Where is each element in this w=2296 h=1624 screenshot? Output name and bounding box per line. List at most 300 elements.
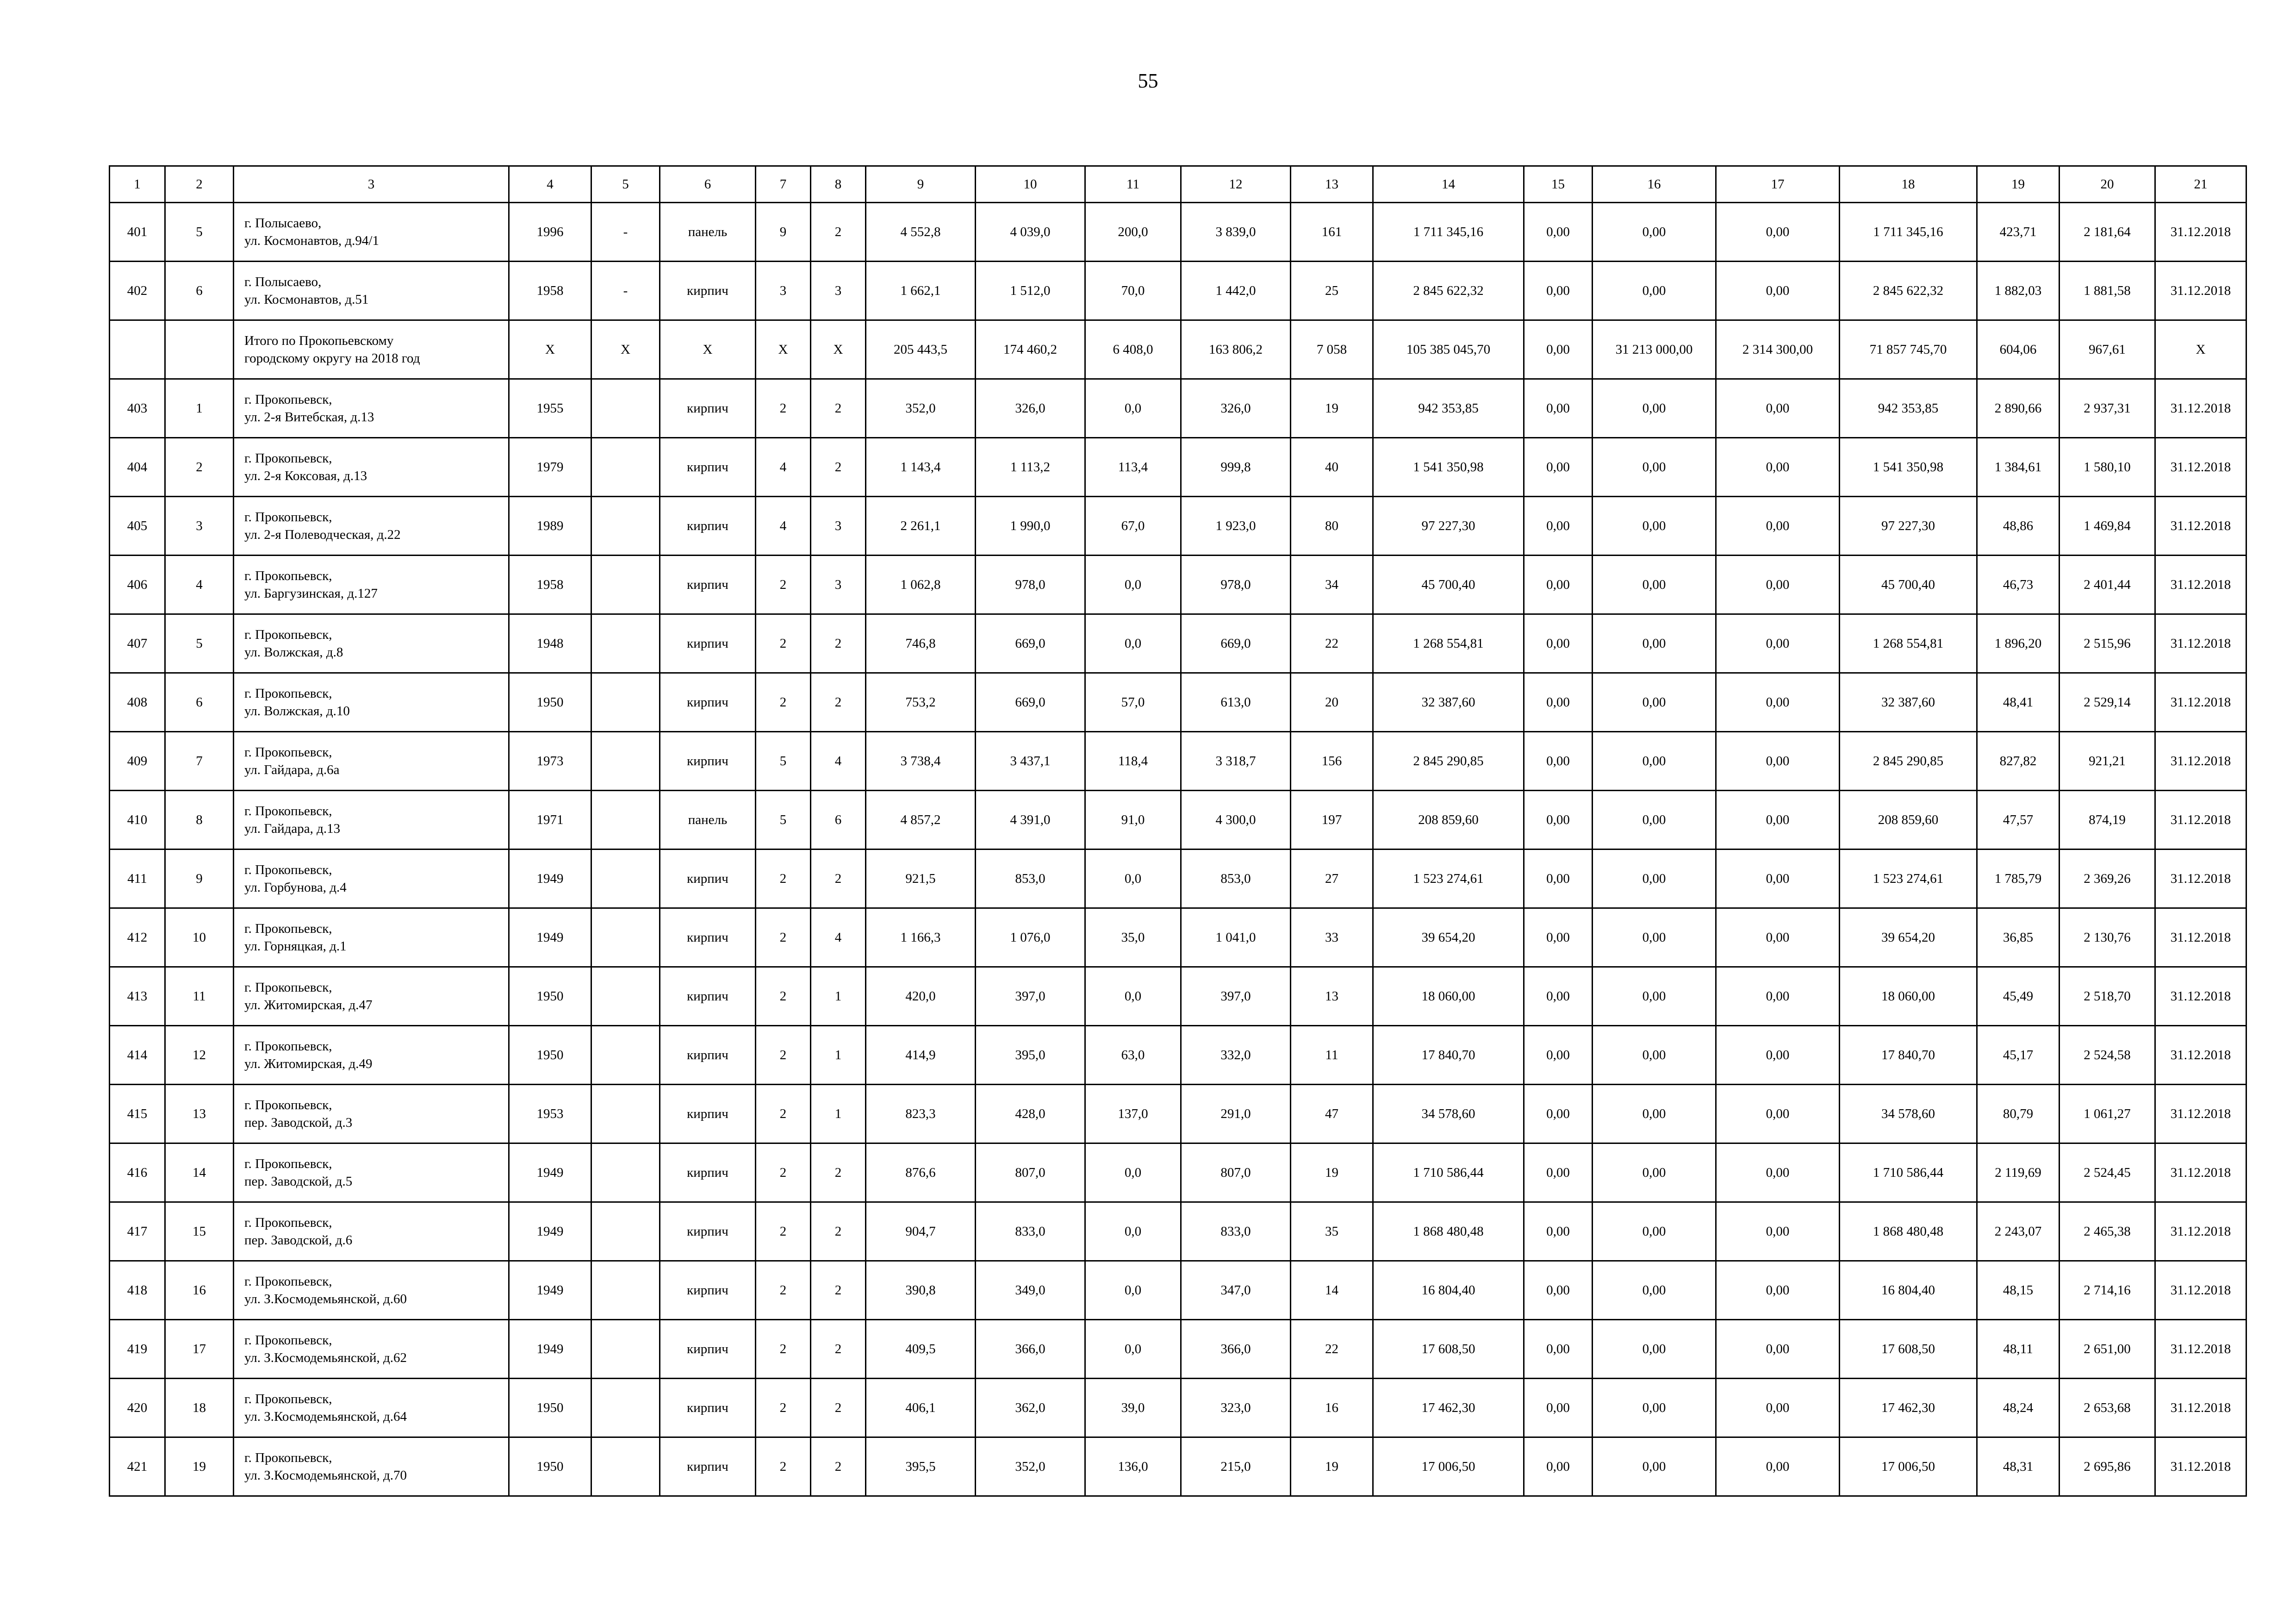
column-header: 21 <box>2155 166 2246 203</box>
table-cell: 2 518,70 <box>2060 967 2155 1026</box>
table-cell: 414,9 <box>866 1026 976 1085</box>
table-cell: 2 261,1 <box>866 497 976 556</box>
table-cell: 48,31 <box>1977 1437 2060 1496</box>
table-cell: 1 541 350,98 <box>1840 438 1977 497</box>
table-cell <box>165 320 234 379</box>
table-header <box>110 166 2246 203</box>
table-cell: 0,00 <box>1716 379 1840 438</box>
table-cell: 17 462,30 <box>1840 1379 1977 1437</box>
table-cell <box>591 1261 660 1320</box>
table-cell: кирпич <box>660 1085 756 1143</box>
table-cell: кирпич <box>660 379 756 438</box>
table-cell: 9 <box>165 849 234 908</box>
table-cell: 2 <box>756 556 811 614</box>
table-cell: 921,21 <box>2060 732 2155 791</box>
table-cell: 19 <box>1291 1143 1373 1202</box>
address-line: ул. 2-я Полеводческая, д.22 <box>244 527 401 542</box>
table-cell: 0,00 <box>1716 203 1840 262</box>
table-cell: 0,00 <box>1593 1379 1716 1437</box>
table-cell: 1950 <box>509 1379 591 1437</box>
table-cell: 0,00 <box>1593 849 1716 908</box>
table-cell: 1 990,0 <box>976 497 1085 556</box>
address-line: ул. З.Космодемьянской, д.60 <box>244 1292 407 1306</box>
table-cell: 409 <box>110 732 165 791</box>
table-cell: 4 <box>811 908 866 967</box>
table-cell: 45,49 <box>1977 967 2060 1026</box>
table-cell: 1 061,27 <box>2060 1085 2155 1143</box>
table-row <box>110 262 2246 320</box>
address-cell <box>234 1026 509 1085</box>
table-cell: 921,5 <box>866 849 976 908</box>
table-cell: 32 387,60 <box>1840 673 1977 732</box>
address-line: ул. Гайдара, д.6а <box>244 762 340 777</box>
table-cell: 0,00 <box>1716 556 1840 614</box>
table-cell: 16 <box>1291 1379 1373 1437</box>
address-line: г. Прокопьевск, <box>244 392 332 407</box>
table-cell: 3 437,1 <box>976 732 1085 791</box>
table-cell: 0,0 <box>1085 1143 1181 1202</box>
table-cell: 31.12.2018 <box>2155 967 2246 1026</box>
table-cell: 3 <box>811 497 866 556</box>
table-cell: 0,00 <box>1593 1261 1716 1320</box>
table-cell: 91,0 <box>1085 791 1181 849</box>
table-cell: 48,11 <box>1977 1320 2060 1379</box>
table-cell: 2 845 290,85 <box>1840 732 1977 791</box>
column-header: 18 <box>1840 166 1977 203</box>
table-cell: X <box>811 320 866 379</box>
table-cell: 34 578,60 <box>1373 1085 1524 1143</box>
table-cell: 833,0 <box>1181 1202 1291 1261</box>
column-header: 6 <box>660 166 756 203</box>
table-cell <box>591 732 660 791</box>
table-cell: 200,0 <box>1085 203 1181 262</box>
address-line: ул. З.Космодемьянской, д.62 <box>244 1350 407 1365</box>
table-cell: 3 318,7 <box>1181 732 1291 791</box>
table-cell: 35,0 <box>1085 908 1181 967</box>
column-header: 14 <box>1373 166 1524 203</box>
address-line: г. Прокопьевск, <box>244 921 332 936</box>
table-cell <box>591 791 660 849</box>
table-cell: 1949 <box>509 1143 591 1202</box>
table-cell: 0,00 <box>1716 497 1840 556</box>
table-cell: 0,00 <box>1716 732 1840 791</box>
table-cell <box>591 967 660 1026</box>
table-cell: 1 268 554,81 <box>1373 614 1524 673</box>
table-cell <box>110 320 165 379</box>
column-header: 2 <box>165 166 234 203</box>
table-cell: 17 608,50 <box>1840 1320 1977 1379</box>
table-cell: 978,0 <box>976 556 1085 614</box>
table-cell: 31.12.2018 <box>2155 262 2246 320</box>
table-cell: 291,0 <box>1181 1085 1291 1143</box>
address-cell <box>234 438 509 497</box>
table-cell: 1971 <box>509 791 591 849</box>
table-cell: 4 039,0 <box>976 203 1085 262</box>
table-cell: 18 060,00 <box>1840 967 1977 1026</box>
address-cell <box>234 1143 509 1202</box>
table-cell: 349,0 <box>976 1261 1085 1320</box>
table-cell: 1 710 586,44 <box>1840 1143 1977 1202</box>
table-cell: 34 578,60 <box>1840 1085 1977 1143</box>
table-cell: X <box>2155 320 2246 379</box>
table-cell: 45,17 <box>1977 1026 2060 1085</box>
table-cell: 11 <box>1291 1026 1373 1085</box>
table-cell: 2 <box>811 1320 866 1379</box>
table-cell: кирпич <box>660 1379 756 1437</box>
table-cell: 97 227,30 <box>1373 497 1524 556</box>
table-cell: 47,57 <box>1977 791 2060 849</box>
table-cell: 3 <box>811 556 866 614</box>
table-cell: 1 868 480,48 <box>1373 1202 1524 1261</box>
table-cell: 1948 <box>509 614 591 673</box>
table-cell: 16 804,40 <box>1373 1261 1524 1320</box>
table-cell: 395,5 <box>866 1437 976 1496</box>
address-line: г. Прокопьевск, <box>244 627 332 642</box>
table-cell: 47 <box>1291 1085 1373 1143</box>
table-cell: 4 857,2 <box>866 791 976 849</box>
table-cell: 22 <box>1291 1320 1373 1379</box>
table-cell: 999,8 <box>1181 438 1291 497</box>
table-cell: 17 006,50 <box>1373 1437 1524 1496</box>
table-cell: 2 <box>811 1143 866 1202</box>
table-cell: кирпич <box>660 497 756 556</box>
table-cell: 395,0 <box>976 1026 1085 1085</box>
table-row <box>110 849 2246 908</box>
table-cell: 669,0 <box>1181 614 1291 673</box>
table-cell: 0,00 <box>1524 908 1593 967</box>
table-cell: 31.12.2018 <box>2155 379 2246 438</box>
table-cell: 6 <box>165 673 234 732</box>
table-cell: 2 651,00 <box>2060 1320 2155 1379</box>
table-cell: 874,19 <box>2060 791 2155 849</box>
table-cell: 876,6 <box>866 1143 976 1202</box>
address-line: ул. Волжская, д.8 <box>244 645 343 660</box>
table-cell: 0,00 <box>1524 1320 1593 1379</box>
table-cell: 8 <box>165 791 234 849</box>
table-cell: 833,0 <box>976 1202 1085 1261</box>
table-cell: 31.12.2018 <box>2155 1320 2246 1379</box>
table-cell: 205 443,5 <box>866 320 976 379</box>
table-cell: 57,0 <box>1085 673 1181 732</box>
table-cell: 2 524,45 <box>2060 1143 2155 1202</box>
table-cell: 2 890,66 <box>1977 379 2060 438</box>
table-cell: 16 <box>165 1261 234 1320</box>
table-cell: кирпич <box>660 556 756 614</box>
table-cell: 1 442,0 <box>1181 262 1291 320</box>
address-cell <box>234 1437 509 1496</box>
table-cell: 0,0 <box>1085 849 1181 908</box>
table-cell: 352,0 <box>976 1437 1085 1496</box>
table-cell: X <box>756 320 811 379</box>
address-line: ул. Житомирская, д.49 <box>244 1056 373 1071</box>
table-cell: 2 <box>756 1261 811 1320</box>
address-line: ул. Волжская, д.10 <box>244 704 350 718</box>
table-cell: кирпич <box>660 1202 756 1261</box>
table-row <box>110 1320 2246 1379</box>
column-header: 11 <box>1085 166 1181 203</box>
table-cell: 0,0 <box>1085 556 1181 614</box>
table-cell: 0,00 <box>1716 614 1840 673</box>
column-header: 3 <box>234 166 509 203</box>
table-cell: 4 552,8 <box>866 203 976 262</box>
address-cell <box>234 203 509 262</box>
table-cell: 3 <box>811 262 866 320</box>
address-line: ул. 2-я Витебская, д.13 <box>244 410 374 425</box>
table-row <box>110 908 2246 967</box>
table-cell: 0,00 <box>1524 967 1593 1026</box>
table-cell: 1 143,4 <box>866 438 976 497</box>
table-cell: 746,8 <box>866 614 976 673</box>
table-cell: 0,00 <box>1524 262 1593 320</box>
table-cell: 403 <box>110 379 165 438</box>
table-cell: 1 523 274,61 <box>1373 849 1524 908</box>
address-line: г. Полысаево, <box>244 275 322 289</box>
table-cell: 2 524,58 <box>2060 1026 2155 1085</box>
table-cell: 4 <box>811 732 866 791</box>
table-cell: 4 391,0 <box>976 791 1085 849</box>
table-cell: 19 <box>1291 379 1373 438</box>
table-cell: 215,0 <box>1181 1437 1291 1496</box>
table-cell: 407 <box>110 614 165 673</box>
table-cell: 6 <box>165 262 234 320</box>
address-line: г. Прокопьевск, <box>244 862 332 877</box>
table-cell <box>591 849 660 908</box>
table-cell: 6 408,0 <box>1085 320 1181 379</box>
table-row <box>110 967 2246 1026</box>
table-cell: 2 <box>811 673 866 732</box>
table-cell: 5 <box>756 732 811 791</box>
table-cell: 411 <box>110 849 165 908</box>
table-cell: 0,00 <box>1716 908 1840 967</box>
table-cell: 80,79 <box>1977 1085 2060 1143</box>
column-header: 4 <box>509 166 591 203</box>
table-cell: 807,0 <box>1181 1143 1291 1202</box>
table-cell: 1949 <box>509 849 591 908</box>
table-cell: 1 923,0 <box>1181 497 1291 556</box>
table-cell: 31.12.2018 <box>2155 1143 2246 1202</box>
table-cell: 904,7 <box>866 1202 976 1261</box>
table-cell: 2 314 300,00 <box>1716 320 1840 379</box>
address-line: ул. Космонавтов, д.94/1 <box>244 233 379 248</box>
table-cell: 0,00 <box>1593 262 1716 320</box>
table-cell: 0,00 <box>1524 1026 1593 1085</box>
table-body <box>110 203 2246 1496</box>
table-cell: 347,0 <box>1181 1261 1291 1320</box>
table-cell: панель <box>660 203 756 262</box>
table-cell: 39 654,20 <box>1373 908 1524 967</box>
address-cell <box>234 379 509 438</box>
table-cell: 1 541 350,98 <box>1373 438 1524 497</box>
table-cell: 417 <box>110 1202 165 1261</box>
table-row <box>110 203 2246 262</box>
table-cell: 18 <box>165 1379 234 1437</box>
table-cell: 397,0 <box>1181 967 1291 1026</box>
column-header: 12 <box>1181 166 1291 203</box>
table-cell: 420 <box>110 1379 165 1437</box>
table-cell: 31.12.2018 <box>2155 556 2246 614</box>
address-cell <box>234 497 509 556</box>
table-cell: 1 166,3 <box>866 908 976 967</box>
table-cell: - <box>591 203 660 262</box>
address-cell <box>234 673 509 732</box>
table-cell: 0,00 <box>1524 320 1593 379</box>
table-cell: 13 <box>165 1085 234 1143</box>
table-cell: 11 <box>165 967 234 1026</box>
address-line: Итого по Прокопьевскому <box>244 333 394 348</box>
address-line: ул. Баргузинская, д.127 <box>244 586 378 601</box>
table-row <box>110 614 2246 673</box>
table-cell <box>591 497 660 556</box>
address-line: ул. Космонавтов, д.51 <box>244 292 369 307</box>
table-cell: 17 006,50 <box>1840 1437 1977 1496</box>
table-cell: 80 <box>1291 497 1373 556</box>
table-cell: 31.12.2018 <box>2155 908 2246 967</box>
table-cell: 48,41 <box>1977 673 2060 732</box>
table-cell: 105 385 045,70 <box>1373 320 1524 379</box>
table-cell: 2 <box>756 673 811 732</box>
table-cell: 408 <box>110 673 165 732</box>
table-cell: 2 <box>165 438 234 497</box>
table-cell: 31.12.2018 <box>2155 1379 2246 1437</box>
table-cell: 113,4 <box>1085 438 1181 497</box>
table-cell: 1 062,8 <box>866 556 976 614</box>
table-cell: 2 119,69 <box>1977 1143 2060 1202</box>
column-header: 9 <box>866 166 976 203</box>
table-cell: 31.12.2018 <box>2155 1085 2246 1143</box>
table-cell: 20 <box>1291 673 1373 732</box>
table-cell: 419 <box>110 1320 165 1379</box>
table-cell: 366,0 <box>976 1320 1085 1379</box>
table-cell: 97 227,30 <box>1840 497 1977 556</box>
table-cell: 0,00 <box>1593 1026 1716 1085</box>
address-line: г. Прокопьевск, <box>244 568 332 583</box>
table-cell: 7 <box>165 732 234 791</box>
table-cell: 0,00 <box>1524 203 1593 262</box>
table-cell: 1 881,58 <box>2060 262 2155 320</box>
table-cell: 2 <box>756 1143 811 1202</box>
table-cell: 156 <box>1291 732 1373 791</box>
table-cell: 31.12.2018 <box>2155 438 2246 497</box>
table-cell: 0,00 <box>1716 1026 1840 1085</box>
table-cell: 4 300,0 <box>1181 791 1291 849</box>
table-cell: 2 <box>811 614 866 673</box>
address-cell <box>234 614 509 673</box>
table-cell: 14 <box>165 1143 234 1202</box>
table-cell: 2 465,38 <box>2060 1202 2155 1261</box>
table-row <box>110 1202 2246 1261</box>
address-cell <box>234 320 509 379</box>
table-cell: 1949 <box>509 1202 591 1261</box>
table-cell: 17 840,70 <box>1840 1026 1977 1085</box>
table-cell: кирпич <box>660 614 756 673</box>
table-cell: 409,5 <box>866 1320 976 1379</box>
table-cell: 2 937,31 <box>2060 379 2155 438</box>
table-cell: 362,0 <box>976 1379 1085 1437</box>
table-cell: 197 <box>1291 791 1373 849</box>
table-cell: 2 <box>811 1261 866 1320</box>
table-cell: 2 845 622,32 <box>1373 262 1524 320</box>
table-cell: 2 <box>811 1437 866 1496</box>
table-cell: 1 <box>165 379 234 438</box>
table-cell: 208 859,60 <box>1373 791 1524 849</box>
address-line: г. Прокопьевск, <box>244 1274 332 1289</box>
table-cell: 0,00 <box>1524 1085 1593 1143</box>
table-row <box>110 1379 2246 1437</box>
table-cell: 421 <box>110 1437 165 1496</box>
table-row <box>110 497 2246 556</box>
table-cell: 36,85 <box>1977 908 2060 967</box>
table-row <box>110 379 2246 438</box>
table-cell: 31.12.2018 <box>2155 732 2246 791</box>
table-cell: 0,0 <box>1085 1202 1181 1261</box>
address-line: г. Полысаево, <box>244 216 322 231</box>
table-cell <box>591 1437 660 1496</box>
table-row <box>110 556 2246 614</box>
address-cell <box>234 967 509 1026</box>
address-cell <box>234 262 509 320</box>
table-cell: 0,00 <box>1593 497 1716 556</box>
table-cell: 39,0 <box>1085 1379 1181 1437</box>
table-row <box>110 438 2246 497</box>
page-number: 55 <box>1138 69 1158 92</box>
table-cell: 10 <box>165 908 234 967</box>
table-cell: 418 <box>110 1261 165 1320</box>
table-cell: 4 <box>756 438 811 497</box>
table-cell <box>591 438 660 497</box>
table-cell: 853,0 <box>976 849 1085 908</box>
table-cell: 428,0 <box>976 1085 1085 1143</box>
table-cell: 420,0 <box>866 967 976 1026</box>
table-cell: 32 387,60 <box>1373 673 1524 732</box>
table-cell: 1 076,0 <box>976 908 1085 967</box>
table-cell: 2 653,68 <box>2060 1379 2155 1437</box>
table-cell: X <box>509 320 591 379</box>
table-cell: 0,00 <box>1593 673 1716 732</box>
table-cell: 604,06 <box>1977 320 2060 379</box>
table-cell: 326,0 <box>1181 379 1291 438</box>
table-cell: кирпич <box>660 732 756 791</box>
table-cell: 0,00 <box>1593 438 1716 497</box>
table-cell: 2 <box>756 1437 811 1496</box>
address-cell <box>234 1261 509 1320</box>
table-cell: 31.12.2018 <box>2155 849 2246 908</box>
table-cell: 31.12.2018 <box>2155 1437 2246 1496</box>
table-cell: 0,00 <box>1716 438 1840 497</box>
table-cell: 1958 <box>509 262 591 320</box>
table-cell: X <box>660 320 756 379</box>
table-cell: 0,00 <box>1593 1320 1716 1379</box>
table-cell: 326,0 <box>976 379 1085 438</box>
table-cell: 413 <box>110 967 165 1026</box>
address-line: пер. Заводской, д.3 <box>244 1115 353 1130</box>
table-cell: 22 <box>1291 614 1373 673</box>
table-cell: 0,00 <box>1593 379 1716 438</box>
table-cell: 0,00 <box>1524 438 1593 497</box>
address-line: г. Прокопьевск, <box>244 1098 332 1112</box>
table-cell: 0,00 <box>1593 967 1716 1026</box>
table-cell: 2 <box>756 849 811 908</box>
column-header: 17 <box>1716 166 1840 203</box>
address-line: г. Прокопьевск, <box>244 1392 332 1406</box>
table-cell: 967,61 <box>2060 320 2155 379</box>
table-cell: 3 738,4 <box>866 732 976 791</box>
table-cell: 406,1 <box>866 1379 976 1437</box>
table-cell: 2 695,86 <box>2060 1437 2155 1496</box>
table-cell: 1 384,61 <box>1977 438 2060 497</box>
column-header: 15 <box>1524 166 1593 203</box>
table-cell: 48,24 <box>1977 1379 2060 1437</box>
address-line: пер. Заводской, д.6 <box>244 1233 353 1248</box>
